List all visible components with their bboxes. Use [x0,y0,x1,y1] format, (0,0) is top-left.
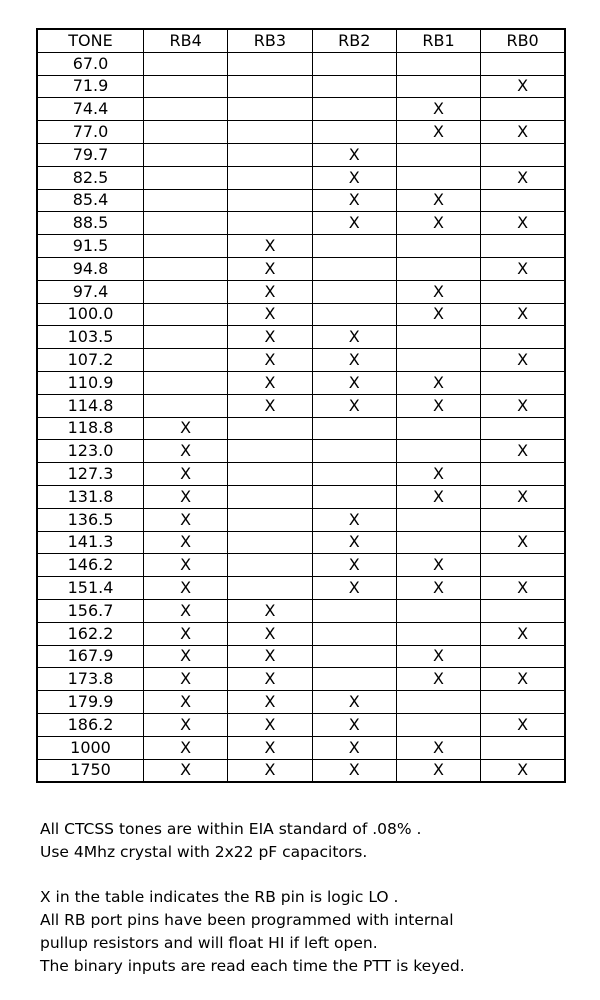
table-row [37,759,565,782]
cell-rb4 [144,121,228,144]
cell-rb2 [312,121,396,144]
cell-rb4: X [144,691,228,714]
cell-rb2 [312,235,396,258]
cell-rb3 [228,554,312,577]
cell-rb3 [228,485,312,508]
cell-rb0: X [481,257,565,280]
cell-rb0 [481,736,565,759]
cell-rb4 [144,75,228,98]
table-row [37,440,565,463]
cell-rb0: X [481,75,565,98]
cell-rb3: X [228,371,312,394]
cell-rb1 [396,599,480,622]
cell-rb3 [228,121,312,144]
cell-rb2 [312,52,396,75]
note-eia-standard: All CTCSS tones are within EIA standard of .08% . [40,820,422,838]
table-row [37,554,565,577]
cell-rb3: X [228,713,312,736]
cell-tone: 173.8 [37,668,144,691]
cell-rb4: X [144,417,228,440]
cell-rb4 [144,371,228,394]
cell-rb0 [481,280,565,303]
cell-rb3 [228,531,312,554]
cell-rb4 [144,326,228,349]
cell-rb3: X [228,280,312,303]
cell-rb3: X [228,691,312,714]
cell-rb4: X [144,713,228,736]
cell-tone: 146.2 [37,554,144,577]
cell-rb1: X [396,98,480,121]
cell-rb3 [228,508,312,531]
cell-rb2 [312,599,396,622]
header-rb1: RB1 [396,29,480,52]
cell-tone: 118.8 [37,417,144,440]
cell-tone: 82.5 [37,166,144,189]
cell-rb4: X [144,577,228,600]
cell-tone: 127.3 [37,463,144,486]
cell-rb1 [396,440,480,463]
cell-rb2: X [312,691,396,714]
cell-rb4 [144,280,228,303]
cell-rb1 [396,52,480,75]
table-row [37,235,565,258]
cell-rb3 [228,463,312,486]
table-row [37,645,565,668]
cell-tone: 141.3 [37,531,144,554]
cell-rb1 [396,257,480,280]
cell-rb2: X [312,371,396,394]
table-row [37,531,565,554]
header-rb0: RB0 [481,29,565,52]
header-rb4: RB4 [144,29,228,52]
cell-rb1: X [396,577,480,600]
cell-rb0: X [481,121,565,144]
table-row [37,75,565,98]
table-row [37,280,565,303]
cell-rb3 [228,440,312,463]
cell-tone: 94.8 [37,257,144,280]
cell-rb1: X [396,463,480,486]
cell-tone: 110.9 [37,371,144,394]
cell-rb3 [228,52,312,75]
cell-rb4 [144,235,228,258]
cell-tone: 136.5 [37,508,144,531]
cell-rb1 [396,235,480,258]
cell-tone: 71.9 [37,75,144,98]
cell-tone: 74.4 [37,98,144,121]
table-row [37,52,565,75]
cell-rb2: X [312,189,396,212]
cell-rb3: X [228,257,312,280]
cell-rb1: X [396,736,480,759]
cell-tone: 77.0 [37,121,144,144]
cell-rb0: X [481,622,565,645]
cell-rb4 [144,212,228,235]
cell-rb1 [396,622,480,645]
cell-rb3 [228,189,312,212]
cell-rb0 [481,417,565,440]
cell-rb3: X [228,599,312,622]
cell-tone: 186.2 [37,713,144,736]
cell-rb3 [228,166,312,189]
cell-rb0: X [481,485,565,508]
cell-rb2 [312,303,396,326]
cell-rb3: X [228,622,312,645]
cell-rb1: X [396,371,480,394]
cell-tone: 179.9 [37,691,144,714]
header-rb2: RB2 [312,29,396,52]
cell-rb0 [481,645,565,668]
cell-rb2: X [312,166,396,189]
table-row [37,303,565,326]
table-row [37,371,565,394]
cell-rb4: X [144,440,228,463]
cell-rb4 [144,189,228,212]
cell-rb0: X [481,212,565,235]
cell-rb0 [481,143,565,166]
table-row [37,713,565,736]
cell-rb4 [144,52,228,75]
table-row [37,622,565,645]
cell-rb3: X [228,736,312,759]
note-ptt: The binary inputs are read each time the PTT is keyed. [40,956,465,975]
cell-rb1: X [396,759,480,782]
cell-rb3: X [228,235,312,258]
cell-rb2: X [312,349,396,372]
cell-tone: 162.2 [37,622,144,645]
cell-rb2 [312,75,396,98]
cell-rb4: X [144,508,228,531]
table-row [37,326,565,349]
cell-rb0 [481,98,565,121]
cell-rb2 [312,440,396,463]
cell-rb3 [228,212,312,235]
table-row [37,349,565,372]
cell-rb0: X [481,531,565,554]
table-row [37,189,565,212]
table-row [37,508,565,531]
cell-rb1: X [396,121,480,144]
tone-table [36,28,566,783]
cell-rb3: X [228,645,312,668]
table-row [37,668,565,691]
cell-rb4: X [144,531,228,554]
cell-rb1 [396,326,480,349]
cell-rb1: X [396,554,480,577]
table-row [37,736,565,759]
cell-tone: 1750 [37,759,144,782]
cell-tone: 131.8 [37,485,144,508]
notes [40,818,590,978]
cell-rb2: X [312,759,396,782]
cell-rb2 [312,463,396,486]
table-row [37,599,565,622]
cell-rb0 [481,599,565,622]
cell-rb4: X [144,736,228,759]
cell-rb2: X [312,554,396,577]
table-row [37,417,565,440]
cell-rb3: X [228,668,312,691]
cell-rb1: X [396,212,480,235]
cell-rb3: X [228,303,312,326]
cell-rb4 [144,143,228,166]
cell-rb2 [312,622,396,645]
cell-rb0 [481,371,565,394]
cell-rb4: X [144,759,228,782]
header-tone: TONE [37,29,144,52]
note-x-meaning: X in the table indicates the RB pin is logic LO . [40,888,399,907]
cell-rb1 [396,75,480,98]
table-row [37,577,565,600]
cell-rb2: X [312,508,396,531]
cell-tone: 91.5 [37,235,144,258]
header-rb3: RB3 [228,29,312,52]
cell-rb0: X [481,759,565,782]
cell-rb2: X [312,394,396,417]
cell-rb1: X [396,394,480,417]
cell-rb0 [481,326,565,349]
cell-rb3 [228,98,312,121]
cell-rb3: X [228,326,312,349]
cell-rb2 [312,668,396,691]
cell-rb4: X [144,645,228,668]
cell-rb4 [144,98,228,121]
note-crystal: Use 4Mhz crystal with 2x22 pF capacitors. [40,842,368,861]
cell-tone: 88.5 [37,212,144,235]
cell-rb1: X [396,303,480,326]
cell-rb1: X [396,189,480,212]
table-row [37,121,565,144]
cell-rb2: X [312,531,396,554]
cell-rb2: X [312,713,396,736]
cell-rb1 [396,166,480,189]
cell-tone: 103.5 [37,326,144,349]
cell-rb0 [481,52,565,75]
table-body [37,52,565,782]
cell-rb4: X [144,668,228,691]
cell-rb3: X [228,394,312,417]
cell-rb1 [396,143,480,166]
note-spacer [40,864,590,887]
table-row [37,691,565,714]
cell-rb3 [228,577,312,600]
cell-rb1 [396,508,480,531]
cell-rb4 [144,394,228,417]
cell-rb4: X [144,622,228,645]
cell-rb4: X [144,485,228,508]
cell-tone: 151.4 [37,577,144,600]
cell-tone: 107.2 [37,349,144,372]
cell-rb0 [481,463,565,486]
note-pullup-1: All RB port pins have been programmed with internal [40,911,454,930]
cell-rb0: X [481,394,565,417]
cell-tone: 167.9 [37,645,144,668]
note-pullup-2: pullup resistors and will float HI if left open. [40,933,378,952]
cell-rb0: X [481,577,565,600]
cell-rb1: X [396,485,480,508]
table-row [37,485,565,508]
cell-rb3 [228,143,312,166]
cell-rb4 [144,303,228,326]
cell-tone: 79.7 [37,143,144,166]
cell-rb0 [481,554,565,577]
table-header-row [37,29,565,52]
cell-rb1: X [396,645,480,668]
cell-rb4: X [144,554,228,577]
table-row [37,166,565,189]
cell-tone: 1000 [37,736,144,759]
cell-rb0: X [481,166,565,189]
table-row [37,394,565,417]
cell-rb2 [312,98,396,121]
cell-tone: 156.7 [37,599,144,622]
cell-rb1 [396,349,480,372]
cell-rb4: X [144,599,228,622]
cell-rb4 [144,349,228,372]
cell-rb2 [312,485,396,508]
cell-rb2 [312,645,396,668]
cell-rb2: X [312,577,396,600]
cell-rb1 [396,417,480,440]
cell-rb2 [312,417,396,440]
cell-rb4 [144,166,228,189]
cell-rb4 [144,257,228,280]
cell-rb0 [481,508,565,531]
cell-rb4: X [144,463,228,486]
cell-rb2: X [312,326,396,349]
table-row [37,257,565,280]
cell-rb0 [481,691,565,714]
cell-rb0 [481,189,565,212]
cell-tone: 123.0 [37,440,144,463]
cell-rb0: X [481,713,565,736]
table-row [37,463,565,486]
cell-tone: 85.4 [37,189,144,212]
cell-rb0: X [481,440,565,463]
cell-tone: 97.4 [37,280,144,303]
cell-rb0 [481,235,565,258]
cell-rb3: X [228,349,312,372]
cell-rb2: X [312,736,396,759]
cell-rb3 [228,75,312,98]
cell-rb2 [312,280,396,303]
cell-rb2: X [312,143,396,166]
cell-rb2: X [312,212,396,235]
cell-rb3: X [228,759,312,782]
cell-rb1 [396,531,480,554]
cell-rb1: X [396,668,480,691]
cell-rb1 [396,713,480,736]
table-row [37,143,565,166]
cell-rb0: X [481,349,565,372]
table-row [37,98,565,121]
cell-rb0: X [481,303,565,326]
cell-rb3 [228,417,312,440]
cell-tone: 67.0 [37,52,144,75]
table-row [37,212,565,235]
cell-tone: 114.8 [37,394,144,417]
cell-rb1 [396,691,480,714]
cell-rb2 [312,257,396,280]
cell-tone: 100.0 [37,303,144,326]
cell-rb0: X [481,668,565,691]
cell-rb1: X [396,280,480,303]
